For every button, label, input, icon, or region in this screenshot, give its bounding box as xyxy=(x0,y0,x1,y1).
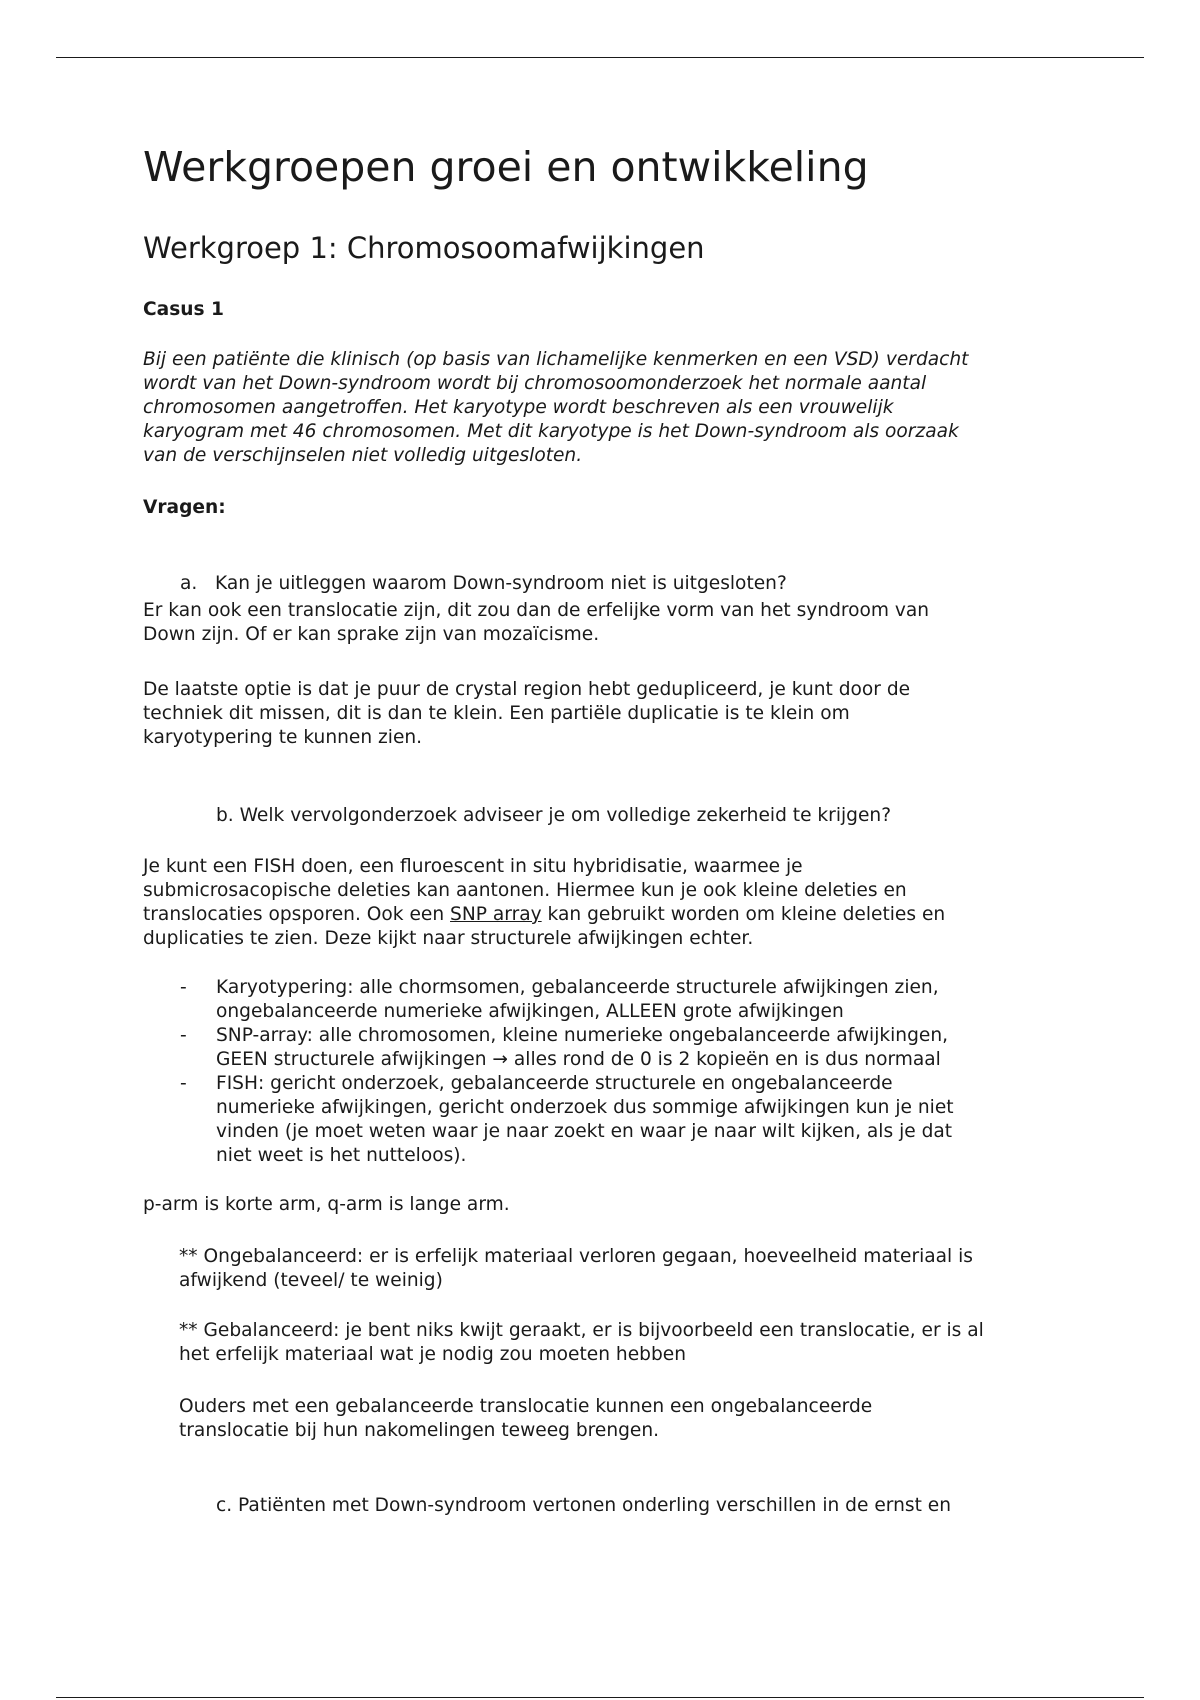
bullet-dash: - xyxy=(180,1025,187,1046)
list-item xyxy=(143,976,1063,1024)
question-b: b. Welk vervolgonderzoek adviseer je om volledige zekerheid te krijgen? xyxy=(216,805,892,826)
note-parents: Ouders met een gebalanceerde translocatie kunnen een ongebalanceerde translocatie bij hun nakomelingen teweeg brengen. xyxy=(179,1396,873,1441)
list-item-text: FISH: gericht onderzoek, gebalanceerde structurele en ongebalanceerde numerieke afwijkingen, gericht onderzoek dus sommige afwijkingen kun je niet vinden (je moet weten waar je naar zoekt en waar je naar wilt kijken, als je dat niet weet is het nutteloos). xyxy=(216,1073,954,1166)
answer-a-paragraph-1: Er kan ook een translocatie zijn, dit zou dan de erfelijke vorm van het syndroom van Down zijn. Of er kan sprake zijn van mozaïcisme. xyxy=(143,600,930,645)
arm-note: p-arm is korte arm, q-arm is lange arm. xyxy=(143,1194,510,1215)
case-text: Bij een patiënte die klinisch (op basis van lichamelijke kenmerken en een VSD) verdacht wordt van het Down-syndroom wordt bij chromosoomonderzoek het normale aantal chromosomen aangetroffen. Het karyotype wordt beschreven als een vrouwelijk karyogram met 46 chromosomen. Met dit karyotype is het Down-syndroom als oorzaak van de verschijnselen niet volledig uitgesloten. xyxy=(143,349,969,466)
answer-b-text-end: kan gebruikt worden om kleine deleties en duplicaties te zien. Deze kijkt naar structurele afwijkingen echter. xyxy=(143,904,946,949)
snp-array-underlined: SNP array xyxy=(450,904,542,925)
answer-a-paragraph-2: De laatste optie is dat je puur de crystal region hebt gedupliceerd, je kunt door de techniek dit missen, dit is dan te klein. Een partiële duplicatie is te klein om karyotypering te kunnen zien. xyxy=(143,679,911,748)
answer-b-text-start: Je kunt een FISH doen, een fluroescent in situ hybridisatie, waarmee je submicrosacopische deleties kan aantonen. Hiermee kun je ook kleine deleties en translocaties opsporen. Ook een xyxy=(143,856,907,925)
bottom-rule xyxy=(56,1697,1144,1698)
document-subtitle: Werkgroep 1: Chromosoomafwijkingen xyxy=(143,231,705,265)
answer-b-paragraph xyxy=(143,855,945,951)
list-item-text: SNP-array: alle chromosomen, kleine numerieke ongebalanceerde afwijkingen, GEEN structurele afwijkingen → alles rond de 0 is 2 kopieën en is dus normaal xyxy=(216,1025,949,1070)
bullet-dash: - xyxy=(180,977,187,998)
case-heading: Casus 1 xyxy=(143,299,224,320)
question-a xyxy=(180,548,787,596)
list-item xyxy=(143,1024,1063,1072)
question-a-text: Kan je uitleggen waarom Down-syndroom niet is uitgesloten? xyxy=(215,573,787,594)
note-balanced: ** Gebalanceerd: je bent niks kwijt geraakt, er is bijvoorbeeld een translocatie, er is al het erfelijk materiaal wat je nodig zou moeten hebben xyxy=(179,1320,984,1365)
bullet-dash: - xyxy=(180,1073,187,1094)
technique-list xyxy=(143,976,1063,1168)
list-item-text: Karyotypering: alle chormsomen, gebalanceerde structurele afwijkingen zien, ongebalanceerde numerieke afwijkingen, ALLEEN grote afwijkingen xyxy=(216,977,939,1022)
list-item xyxy=(143,1072,1063,1168)
top-rule xyxy=(56,57,1144,58)
question-a-marker: a. xyxy=(180,573,198,594)
document-title: Werkgroepen groei en ontwikkeling xyxy=(143,143,869,191)
question-c: c. Patiënten met Down-syndroom vertonen onderling verschillen in de ernst en xyxy=(216,1495,951,1516)
note-unbalanced: ** Ongebalanceerd: er is erfelijk materiaal verloren gegaan, hoeveelheid materiaal is afwijkend (teveel/ te weinig) xyxy=(179,1246,973,1291)
questions-heading: Vragen: xyxy=(143,497,226,518)
